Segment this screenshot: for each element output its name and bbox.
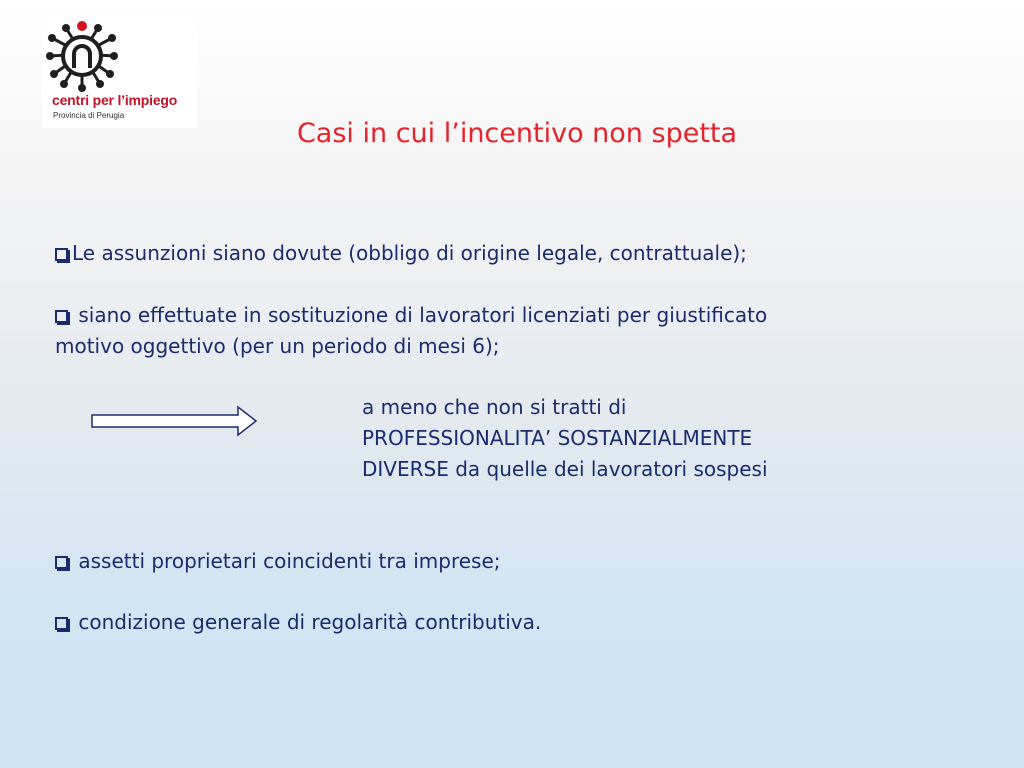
logo	[42, 16, 197, 128]
logo-emblem-icon	[42, 16, 197, 96]
checkbox-square-icon	[55, 248, 68, 261]
checkbox-square-icon	[55, 556, 68, 569]
bullet-item	[55, 238, 747, 269]
exception-line: a meno che non si tratti di	[362, 395, 627, 419]
bullet-item	[55, 546, 501, 577]
checkbox-square-icon	[55, 617, 68, 630]
bullet-text: Le assunzioni siano dovute (obbligo di origine legale, contrattuale);	[72, 241, 747, 265]
exception-line: DIVERSE da quelle dei lavoratori sospesi	[362, 457, 768, 481]
logo-name: centri per l’impiego	[52, 92, 178, 108]
bullet-text: siano effettuate in sostituzione di lavoratori licenziati per giustificato	[72, 303, 768, 327]
exception-line: PROFESSIONALITA’ SOSTANZIALMENTE	[362, 426, 753, 450]
bullet-text: assetti proprietari coincidenti tra imprese;	[72, 549, 501, 573]
right-arrow-icon	[90, 405, 260, 437]
bullet-text: condizione generale di regolarità contributiva.	[72, 610, 542, 634]
bullet-text-continued: motivo oggettivo (per un periodo di mesi 6);	[55, 334, 500, 358]
exception-note	[362, 392, 768, 485]
bullet-item	[55, 300, 767, 362]
bullet-item	[55, 607, 541, 638]
slide-title: Casi in cui l’incentivo non spetta	[296, 118, 738, 149]
checkbox-square-icon	[55, 310, 68, 323]
logo-subtitle: Provincia di Perugia	[53, 111, 125, 120]
